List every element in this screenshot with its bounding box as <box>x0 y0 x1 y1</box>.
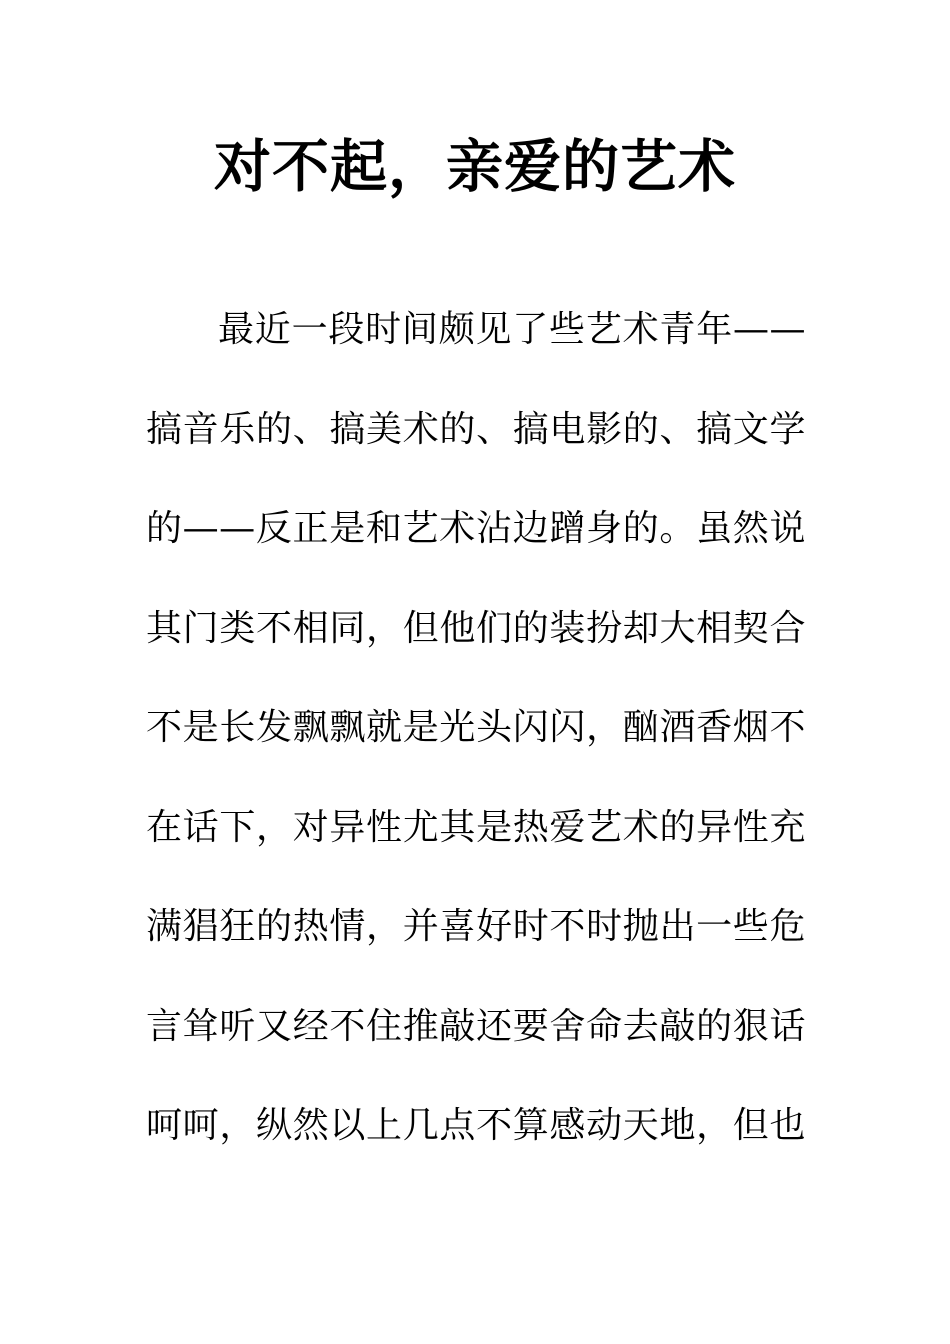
body-line: 呵呵，纵然以上几点不算感动天地，但也 <box>146 1105 806 1146</box>
document-body <box>146 300 806 1196</box>
body-line: 最近一段时间颇见了些艺术青年—— <box>218 309 806 350</box>
body-line: 满猖狂的热情，并喜好时不时抛出一些危 <box>146 906 806 947</box>
body-line: 言耸听又经不住推敲还要舍命去敲的狠话 <box>146 1005 806 1047</box>
body-line: 的——反正是和艺术沾边蹭身的。虽然说 <box>146 508 806 549</box>
document-title: 对不起，亲爱的艺术 <box>214 134 736 200</box>
body-line: 搞音乐的、搞美术的、搞电影的、搞文学 <box>146 408 806 450</box>
body-line: 在话下，对异性尤其是热爱艺术的异性充 <box>146 806 806 848</box>
body-line: 不是长发飘飘就是光头闪闪，酗酒香烟不 <box>146 707 806 748</box>
body-line: 其门类不相同，但他们的装扮却大相契合 <box>146 607 806 649</box>
